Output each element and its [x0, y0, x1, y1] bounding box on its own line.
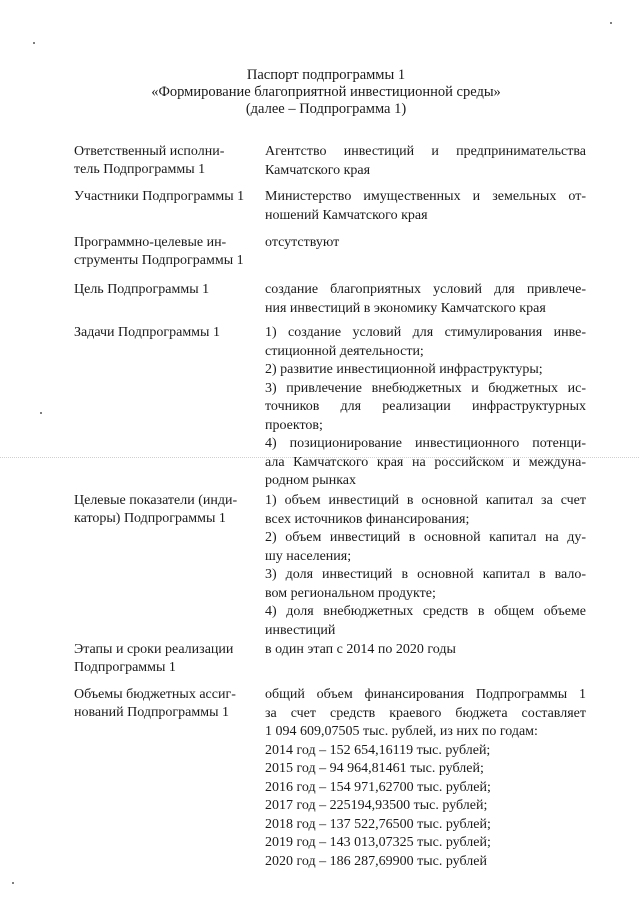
- row-value: [265, 234, 586, 253]
- value-line: родном рынках: [265, 473, 357, 488]
- value-line: создание благоприятных условий для привлече-: [265, 282, 586, 297]
- row-value: [265, 188, 586, 225]
- value-line: всех источников финансирования;: [265, 511, 470, 527]
- value-line: ния инвестиций в экономику Камчатского края: [265, 300, 546, 316]
- scan-speck: [40, 412, 42, 414]
- value-line: 3) доля инвестиций в основной капитал в вало-: [265, 567, 586, 582]
- row-value: [265, 281, 586, 318]
- value-line: 2018 год – 137 522,76500 тыс. рублей;: [265, 816, 491, 832]
- label-line: Программно-целевые ин-: [74, 235, 227, 250]
- value-line: вом региональном продукте;: [265, 585, 436, 601]
- row-label: [74, 492, 258, 527]
- value-line: 4) позиционирование инвестиционного потенци-: [265, 436, 586, 451]
- value-line: 2) развитие инвестиционной инфраструктуры;: [265, 362, 543, 377]
- label-line: Участники Подпрограммы 1: [74, 189, 245, 204]
- row-value: [265, 324, 586, 491]
- value-line: 1) создание условий для стимулирования инве-: [265, 325, 586, 340]
- title-line-2: «Формирование благоприятной инвестиционной среды»: [151, 84, 501, 100]
- value-line: за счет средств краевого бюджета составляет: [265, 705, 586, 721]
- value-line: общий объем финансирования Подпрограммы 1: [265, 687, 586, 702]
- value-line: проектов;: [265, 417, 323, 433]
- value-line: шу населения;: [265, 548, 352, 564]
- value-line: Агентство инвестиций и предпринимательства: [265, 144, 586, 159]
- row-value: [265, 686, 586, 871]
- label-line: струменты Подпрограммы 1: [74, 252, 244, 268]
- row-label: [74, 641, 258, 676]
- value-line: ала Камчатского края на российском и междуна-: [265, 454, 586, 470]
- label-line: Цель Подпрограммы 1: [74, 282, 210, 297]
- value-line: инвестиций: [265, 622, 336, 638]
- label-line: тель Подпрограммы 1: [74, 161, 206, 177]
- value-line: 2020 год – 186 287,69900 тыс. рублей: [265, 853, 487, 869]
- value-line: 2) объем инвестиций в основной капитал на ду-: [265, 530, 586, 545]
- label-line: Ответственный исполни-: [74, 144, 225, 159]
- label-line: Этапы и сроки реализации: [74, 642, 234, 657]
- label-line: Задачи Подпрограммы 1: [74, 325, 220, 340]
- value-line: 2019 год – 143 013,07325 тыс. рублей;: [265, 835, 491, 850]
- value-line: 2014 год – 152 654,16119 тыс. рублей;: [265, 742, 491, 758]
- label-line: Подпрограммы 1: [74, 659, 176, 675]
- row-label: [74, 188, 258, 206]
- row-value: [265, 641, 586, 660]
- value-line: 3) привлечение внебюджетных и бюджетных ис-: [265, 380, 586, 396]
- value-line: точников для реализации инфраструктурных: [265, 399, 586, 414]
- title-line-1: Паспорт подпрограммы 1: [246, 67, 406, 83]
- title-line-3: (далее – Подпрограмма 1): [245, 101, 407, 117]
- value-line: Камчатского края: [265, 162, 371, 178]
- value-line: стиционной деятельности;: [265, 343, 424, 359]
- value-line: 2017 год – 225194,93500 тыс. рублей;: [265, 798, 488, 813]
- label-line: Объемы бюджетных ассиг-: [74, 687, 236, 702]
- label-line: нований Подпрограммы 1: [74, 704, 230, 720]
- row-value: [265, 492, 586, 640]
- value-line: 1 094 609,07505 тыс. рублей, из них по годам:: [265, 724, 538, 739]
- value-line: 2016 год – 154 971,62700 тыс. рублей;: [265, 779, 491, 795]
- row-label: [74, 143, 258, 178]
- row-label: [74, 324, 258, 342]
- row-label: [74, 686, 258, 721]
- value-line: отсутствуют: [265, 235, 340, 250]
- value-line: ношений Камчатского края: [265, 207, 428, 223]
- scan-speck: [12, 882, 14, 884]
- document-title: [0, 67, 639, 118]
- row-value: [265, 143, 586, 180]
- scan-speck: [33, 42, 35, 44]
- value-line: 1) объем инвестиций в основной капитал за счет: [265, 493, 586, 508]
- label-line: Целевые показатели (инди-: [74, 493, 238, 508]
- value-line: Министерство имущественных и земельных от-: [265, 189, 586, 204]
- value-line: в один этап с 2014 по 2020 годы: [265, 642, 456, 657]
- label-line: каторы) Подпрограммы 1: [74, 510, 226, 526]
- value-line: 2015 год – 94 964,81461 тыс. рублей;: [265, 761, 484, 776]
- scan-speck: [610, 22, 612, 24]
- row-label: [74, 234, 258, 269]
- row-label: [74, 281, 258, 299]
- value-line: 4) доля внебюджетных средств в общем объеме: [265, 604, 586, 619]
